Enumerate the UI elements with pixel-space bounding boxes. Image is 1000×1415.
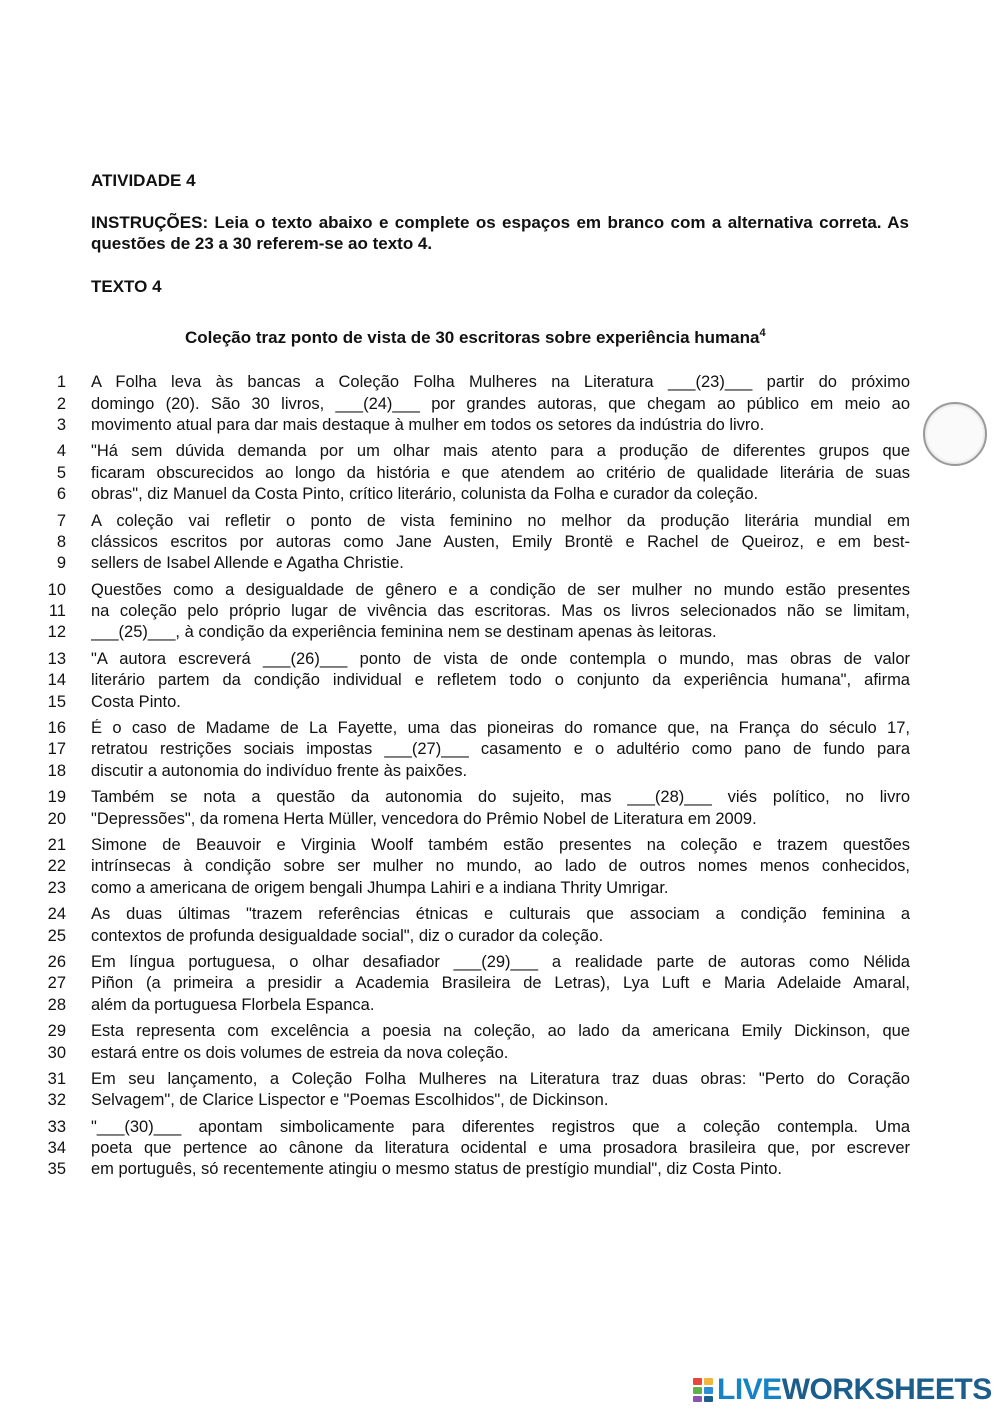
line-number: 12 [47, 623, 66, 642]
line-text: "Há sem dúvida demanda por um olhar mais atento para a produção de diferentes grupos que [91, 442, 910, 461]
article-line [40, 973, 910, 994]
article-paragraph [40, 510, 910, 574]
article-title-text: Coleção traz ponto de vista de 30 escritoras sobre experiência humana [185, 328, 760, 347]
article-paragraph [40, 904, 910, 947]
line-number: 17 [47, 740, 66, 759]
line-number: 3 [56, 415, 66, 434]
line-text: além da portuguesa Florbela Espanca. [91, 995, 375, 1014]
line-text: literário partem da condição individual e refletem todo o conjunto da experiência humana", afirma [91, 671, 910, 690]
line-text: ficaram obscurecidos ao longo da história e que atendem ao critério de qualidade literária de suas [91, 463, 910, 482]
line-text: Em língua portuguesa, o olhar desafiador ___(29)___ a realidade parte de autoras como Nélida [91, 952, 910, 971]
line-number: 13 [47, 649, 66, 668]
line-number: 30 [47, 1043, 66, 1062]
activity-title: ATIVIDADE 4 [91, 171, 196, 190]
line-number: 6 [56, 485, 66, 504]
line-text: estará entre os dois volumes de estreia da nova coleção. [91, 1043, 509, 1062]
line-number: 9 [56, 554, 66, 573]
logo-text-live: LIVE [717, 1373, 782, 1406]
article-line [40, 601, 910, 622]
line-text: Esta representa com excelência a poesia na coleção, ao lado da americana Emily Dickinson, que [91, 1022, 910, 1041]
article-line [40, 925, 910, 946]
line-number: 21 [47, 836, 66, 854]
line-number: 1 [56, 373, 66, 392]
liveworksheets-logo[interactable] [692, 1375, 992, 1405]
line-number: 4 [56, 442, 66, 461]
article-paragraph [40, 718, 910, 782]
article-line [40, 739, 910, 760]
article-paragraph [40, 441, 910, 505]
article-line [40, 787, 910, 808]
line-number: 25 [47, 926, 66, 945]
line-text: clássicos escritos por autoras como Jane Austen, Emily Brontë e Rachel de Queiroz, e em best- [91, 532, 910, 551]
article-line [40, 1159, 910, 1180]
article-line [40, 393, 910, 414]
line-number: 26 [47, 952, 66, 971]
logo-text-worksheets: WORKSHEETS [781, 1373, 992, 1406]
article-line [40, 995, 910, 1016]
line-text: Questões como a desigualdade de gênero e a condição de ser mulher no mundo estão presentes [91, 580, 910, 599]
article-line [40, 580, 910, 601]
article-line [40, 952, 910, 973]
line-text: intrínsecas à condição sobre ser mulher no mundo, ao lado de outros nomes menos conhecidos, [91, 857, 910, 876]
article-line [40, 808, 910, 829]
line-number: 33 [47, 1117, 66, 1136]
liveworksheets-logo-icon [692, 1377, 714, 1403]
line-text: "___(30)___ apontam simbolicamente para diferentes registros que a coleção contempla. Uma [91, 1117, 910, 1136]
line-text: As duas últimas "trazem referências étnicas e culturais que associam a condição feminina a [91, 905, 910, 924]
line-number: 15 [47, 692, 66, 711]
line-number: 34 [47, 1139, 66, 1158]
article-line [40, 441, 910, 462]
line-number: 31 [47, 1069, 66, 1088]
line-number: 18 [47, 761, 66, 780]
line-text: Também se nota a questão da autonomia do sujeito, mas ___(28)___ viés político, no livro [91, 788, 910, 807]
line-text: discutir a autonomia do indivíduo frente às paixões. [91, 761, 468, 780]
article-line [40, 878, 910, 899]
logo-text [717, 1375, 992, 1405]
text-label: TEXTO 4 [91, 277, 162, 296]
article-line [40, 691, 910, 712]
line-text: "A autora escreverá ___(26)___ ponto de vista de onde contempla o mundo, mas obras de valor [91, 649, 910, 668]
line-text: Piñon (a primeira a presidir a Academia Brasileira de Letras), Lya Luft e Maria Adelaide Amaral, [91, 974, 910, 993]
article-line [40, 415, 910, 436]
line-number: 8 [56, 532, 66, 551]
line-text: sellers de Isabel Allende e Agatha Christie. [91, 554, 404, 573]
article-line [40, 904, 910, 925]
line-text: Selvagem", de Clarice Lispector e "Poemas Escolhidos", de Dickinson. [91, 1091, 609, 1110]
line-text: ___(25)___, à condição da experiência feminina nem se destinam apenas às leitoras. [91, 623, 717, 642]
line-text: na coleção pelo próprio lugar de vivência das escritoras. Mas os livros selecionados não se limitam, [91, 602, 910, 621]
line-number: 22 [47, 857, 66, 876]
article-paragraph [40, 1069, 910, 1112]
line-number: 11 [48, 602, 66, 621]
article-line [40, 649, 910, 670]
article-line [40, 484, 910, 505]
article-line [40, 532, 910, 553]
line-text: "Depressões", da romena Herta Müller, vencedora do Prêmio Nobel de Literatura em 2009. [91, 809, 757, 828]
line-number: 32 [47, 1091, 66, 1110]
line-text: Em seu lançamento, a Coleção Folha Mulheres na Literatura traz duas obras: "Perto do Coração [91, 1069, 910, 1088]
line-text: em português, só recentemente atingiu o mesmo status de prestígio mundial", diz Costa Pinto. [91, 1160, 782, 1179]
article-line [40, 622, 910, 643]
line-text: domingo (20). São 30 livros, ___(24)___ por grandes autoras, que chegam ao público em meio ao [91, 394, 910, 413]
line-number: 28 [47, 995, 66, 1014]
article-line [40, 1069, 910, 1090]
line-text: retratou restrições sociais impostas ___(27)___ casamento e o adultério como pano de fundo para [91, 740, 910, 759]
article-paragraph [40, 787, 910, 830]
article-line [40, 718, 910, 739]
article-line [40, 1117, 910, 1138]
article-line [40, 1021, 910, 1042]
instructions: INSTRUÇÕES: Leia o texto abaixo e complete os espaços em branco com a alternativa correta. As questões de 23 a 30 referem-se ao texto 4. [91, 213, 909, 253]
line-text: A Folha leva às bancas a Coleção Folha Mulheres na Literatura ___(23)___ partir do próximo [91, 373, 910, 392]
line-number: 14 [47, 671, 66, 690]
article-paragraph [40, 1117, 910, 1181]
article-line [40, 372, 910, 393]
article-line [40, 463, 910, 484]
line-number: 2 [56, 394, 66, 413]
article-paragraph [40, 372, 910, 436]
article-body [40, 372, 910, 1186]
article-line [40, 1042, 910, 1063]
line-text: Simone de Beauvoir e Virginia Woolf também estão presentes na coleção e trazem questões [91, 836, 910, 854]
line-text: como a americana de origem bengali Jhumpa Lahiri e a indiana Thrity Umrigar. [91, 878, 669, 897]
line-number: 19 [47, 788, 66, 807]
line-number: 35 [47, 1160, 66, 1179]
side-circle-button[interactable] [923, 402, 987, 466]
line-number: 29 [47, 1022, 66, 1041]
article-line [40, 1138, 910, 1159]
article-paragraph [40, 952, 910, 1016]
line-text: É o caso de Madame de La Fayette, uma das pioneiras do romance que, na França do século 17, [91, 719, 910, 738]
article-line [40, 510, 910, 531]
footnote-marker: 4 [759, 327, 766, 339]
line-text: A coleção vai refletir o ponto de vista feminino no melhor da produção literária mundial em [91, 511, 910, 530]
article-line [40, 835, 910, 856]
line-number: 24 [47, 905, 66, 924]
line-text: obras", diz Manuel da Costa Pinto, crítico literário, colunista da Folha e curador da coleção. [91, 485, 759, 504]
line-text: Costa Pinto. [91, 692, 181, 711]
line-number: 16 [47, 719, 66, 738]
line-text: movimento atual para dar mais destaque à mulher em todos os setores da indústria do livro. [91, 415, 765, 434]
article-line [40, 1090, 910, 1111]
article-line [40, 670, 910, 691]
line-number: 23 [47, 878, 66, 897]
article-line [40, 856, 910, 877]
article-paragraph [40, 835, 910, 899]
article-title [185, 327, 766, 348]
article-line [40, 553, 910, 574]
line-number: 7 [56, 511, 66, 530]
line-text: contextos de profunda desigualdade social", diz o curador da coleção. [91, 926, 604, 945]
line-number: 27 [47, 974, 66, 993]
line-number: 5 [56, 463, 66, 482]
article-paragraph [40, 649, 910, 713]
article-paragraph [40, 1021, 910, 1064]
article-paragraph [40, 580, 910, 644]
article-line [40, 761, 910, 782]
line-number: 10 [47, 580, 66, 599]
line-number: 20 [47, 809, 66, 828]
line-text: poeta que pertence ao cânone da literatura ocidental e uma prosadora brasileira que, por escrever [91, 1139, 910, 1158]
